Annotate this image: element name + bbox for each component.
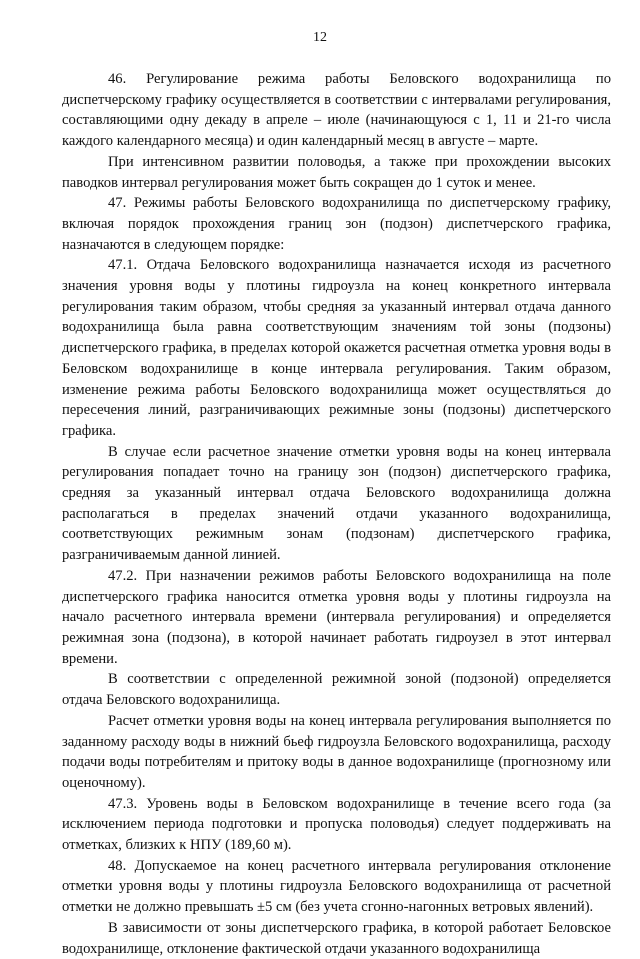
paragraph-48: 48. Допускаемое на конец расчетного интервала регулирования отклонение отметки уровня воды у плотины гидроузла Беловского водохранилища от расчетной отметки не должно превышать ±5 см (без учета сгонно-нагонных ветровых явлений). [62,857,611,916]
paragraph-release-deviation: В зависимости от зоны диспетчерского графика, в которой работает Беловское водохранилище, отклонение фактической отдачи указанного водохранилища [62,919,611,957]
paragraph-47-3: 47.3. Уровень воды в Беловском водохранилище в течение всего года (за исключением периода подготовки и пропуска половодья) следует поддерживать на отметках, близких к НПУ (189,60 м). [62,795,611,854]
paragraph-flood-interval: При интенсивном развитии половодья, а также при прохождении высоких паводков интервал регулирования может быть сокращен до 1 суток и менее. [62,153,611,191]
paragraph-zone-release: В соответствии с определенной режимной зоной (подзоной) определяется отдача Беловского водохранилища. [62,671,611,709]
paragraph-46: 46. Регулирование режима работы Беловского водохранилища по диспетчерскому графику осуществляется в соответствии с интервалами регулирования, составляющими одну декаду в апреле – июле (начинающуюся с 1, 11 и 21-го числа каждого календарного месяца) и один календарный месяц в августе – марте. [62,71,611,150]
paragraph-47-2: 47.2. При назначении режимов работы Беловского водохранилища на поле диспетчерского графика наносится отметка уровня воды у плотины гидроузла на начало расчетного интервала времени (интервала регулирования) и определяется режимная зона (подзона), в которой начинает работать гидроузел в этот интервал времени. [62,567,611,667]
page-number: 12 [313,30,327,45]
paragraph-47-1: 47.1. Отдача Беловского водохранилища назначается исходя из расчетного значения уровня воды у плотины гидроузла на конец конкретного интервала регулирования таким образом, чтобы средняя за указанный интервал отдача данного водохранилища была равна соответствующим значениям той зоны (подзоны) диспетчерского графика, в пределах которой окажется расчетная отметка уровня воды в Беловском водохранилище в конце интервала регулирования. Таким образом, изменение режима работы Беловского водохранилища может осуществляться до пересечения линий, разграничивающих режимные зоны (подзоны) диспетчерского графика. [62,257,611,439]
paragraph-level-calculation: Расчет отметки уровня воды на конец интервала регулирования выполняется по заданному расходу воды в нижний бьеф гидроузла Беловского водохранилища, расходу подачи воды потребителям и притоку воды в данное водохранилище (прогнозному или оценочному). [62,712,611,791]
document-body [62,69,611,959]
paragraph-47: 47. Режимы работы Беловского водохранилища по диспетчерскому графику, включая порядок прохождения границ зон (подзон) диспетчерского графика, назначаются в следующем порядке: [62,195,611,253]
paragraph-boundary-case: В случае если расчетное значение отметки уровня воды на конец интервала регулирования попадает точно на границу зон (подзон) диспетчерского графика, средняя за указанный интервал отдача Беловского водохранилища должна располагаться в пределах значений отдачи указанного водохранилища, соответствующих режимным зонам (подзонам) диспетчерского графика, разграничиваемым данной линией. [62,443,611,564]
